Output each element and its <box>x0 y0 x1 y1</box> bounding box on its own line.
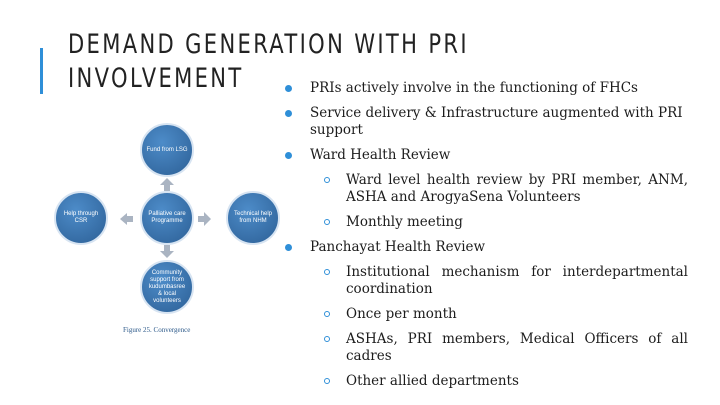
sub-bullet-item <box>283 331 688 365</box>
sub-bullet-item <box>283 373 688 390</box>
node-right: Technical help from NHM <box>226 191 280 245</box>
bullet-dot-icon <box>285 244 292 251</box>
bullet-item <box>283 80 688 97</box>
title-accent-bar <box>40 48 43 94</box>
bullet-dot-icon <box>285 85 292 92</box>
sub-bullet-text: Once per month <box>346 306 457 322</box>
diagram-caption: Figure 25. Convergence <box>123 326 191 334</box>
sub-bullet-item <box>283 172 688 206</box>
bullet-dot-icon <box>285 152 292 159</box>
arrow-right <box>198 212 211 226</box>
sub-bullet-text: Ward level health review by PRI member, ANM, ASHA and ArogyaSena Volunteers <box>346 172 688 205</box>
sub-bullet-item <box>283 306 688 323</box>
slide-title-line-1: DEMAND GENERATION WITH PRI <box>68 29 469 60</box>
convergence-diagram <box>50 115 275 340</box>
arrow-bottom <box>160 245 174 258</box>
sub-bullet-circle-icon <box>324 219 330 225</box>
sub-bullet-text: Other allied departments <box>346 373 519 389</box>
node-top: Fund from LSG <box>140 123 194 177</box>
arrow-left <box>120 213 127 225</box>
bullet-dot-icon <box>285 110 292 117</box>
sub-bullet-circle-icon <box>324 177 330 183</box>
sub-bullet-circle-icon <box>324 269 330 275</box>
sub-bullet-text: Institutional mechanism for interdepartmental coordination <box>346 264 688 297</box>
sub-bullet-circle-icon <box>324 336 330 342</box>
arrow-left-stem <box>127 216 133 222</box>
sub-bullet-item <box>283 264 688 298</box>
sub-bullet-circle-icon <box>324 311 330 317</box>
node-bottom: Community support from kudumbasree & local volunteers <box>140 260 194 314</box>
node-left: Help through CSR <box>54 191 108 245</box>
bullet-text: Service delivery & Infrastructure augmented with PRI support <box>310 105 683 138</box>
bullet-text: Panchayat Health Review <box>310 239 486 255</box>
node-center: Palliative care Programme <box>140 191 194 245</box>
sub-bullet-text: Monthly meeting <box>346 214 463 230</box>
bullet-text: PRIs actively involve in the functioning of FHCs <box>310 80 638 96</box>
sub-bullet-text: ASHAs, PRI members, Medical Officers of all cadres <box>346 331 688 364</box>
bullet-item <box>283 105 688 139</box>
slide-title-line-2: INVOLVEMENT <box>68 63 244 94</box>
arrow-top <box>160 178 174 191</box>
sub-bullet-circle-icon <box>324 378 330 384</box>
bullet-item <box>283 147 688 164</box>
sub-bullet-item <box>283 214 688 231</box>
bullet-list <box>283 80 688 398</box>
bullet-text: Ward Health Review <box>310 147 451 163</box>
bullet-item <box>283 239 688 256</box>
